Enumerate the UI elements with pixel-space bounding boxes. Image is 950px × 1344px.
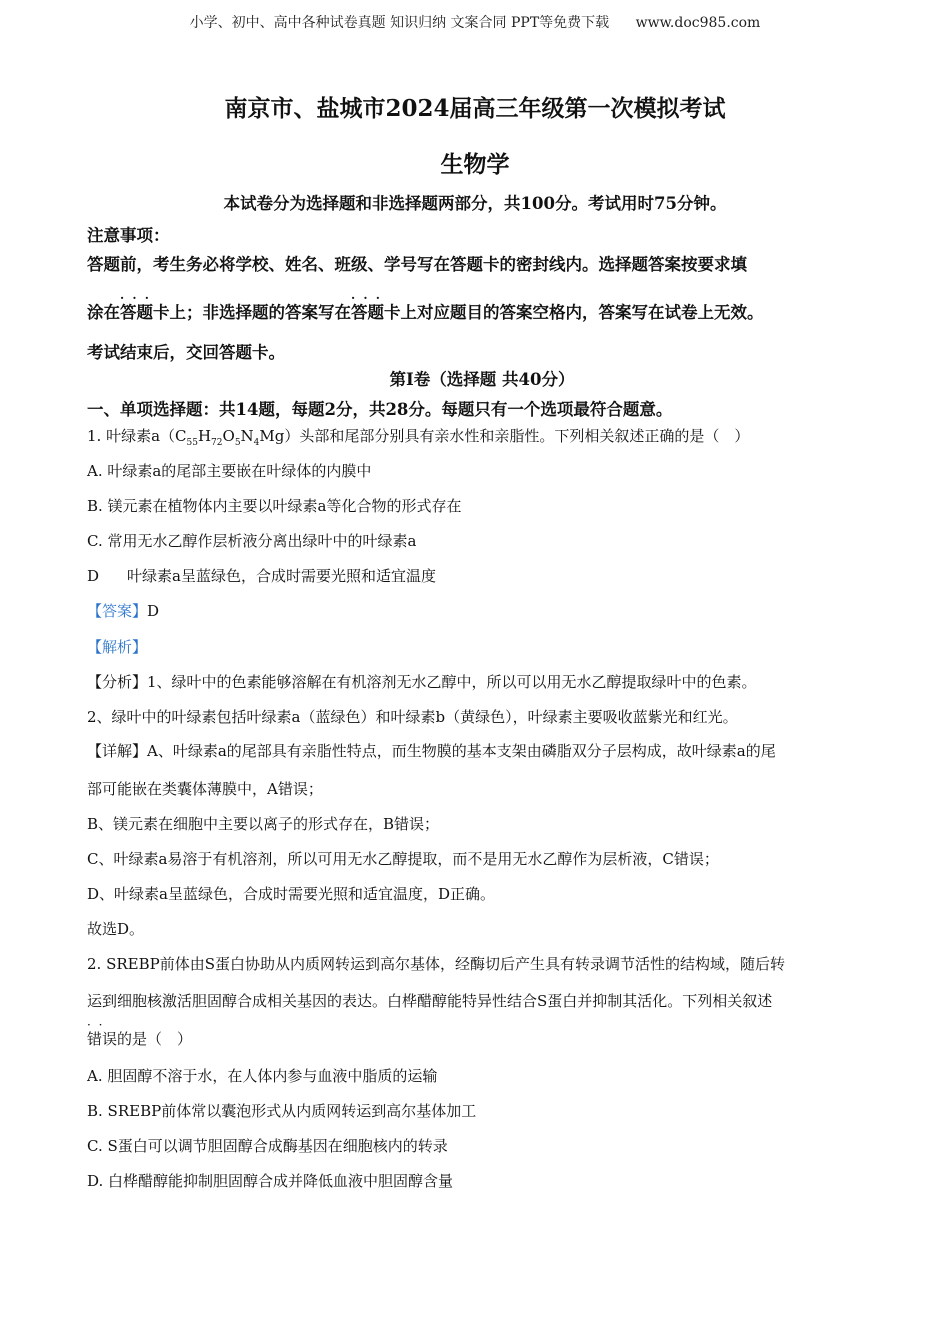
emphasis-wrong: [87, 1018, 118, 1048]
emphasis-dots: · · ·: [351, 291, 382, 305]
emphasis-text: 错误: [87, 1030, 118, 1048]
q1-option-c: C. 常用无水乙醇作层析液分离出绿叶中的叶绿素a: [87, 532, 417, 550]
subscript: 72: [211, 438, 223, 448]
subscript: 4: [253, 438, 260, 448]
q2-stem-1: 2. SREBP前体由S蛋白协助从内质网转运到高尔基体，经酶切后产生具有转录调节活性的结构域，随后转: [87, 955, 785, 973]
notes-heading: 注意事项：: [87, 226, 170, 245]
element-symbol: H: [197, 427, 212, 445]
element-symbol: O: [222, 427, 235, 445]
option-letter: D: [87, 567, 100, 585]
emphasis-text: 答题卡: [120, 303, 170, 322]
header-site-link[interactable]: www.doc985.com: [635, 15, 761, 31]
notes-line-2-part-e: 上对应题目的答案空格内，答案写在试卷上无效。: [400, 303, 764, 322]
q2-stem-3: [87, 1018, 193, 1049]
q1-conclusion: 故选D。: [87, 920, 145, 938]
exam-intro: 本试卷分为选择题和非选择题两部分，共100分。考试用时75分钟。: [223, 194, 727, 213]
notes-line-2-part-a: 涂在: [87, 303, 120, 322]
emphasis-answer-card-1: [120, 291, 170, 322]
q1-fenxi-2: 2、绿叶中的叶绿素包括叶绿素a（蓝绿色）和叶绿素b（黄绿色），叶绿素主要吸收蓝紫光和红光。: [87, 708, 738, 726]
q2-stem-3-rest: 的是（ ）: [117, 1030, 193, 1048]
q1-detail-4: C、叶绿素a易溶于有机溶剂，所以可用无水乙醇提取，而不是用无水乙醇作为层析液，C错误；: [87, 850, 719, 868]
q1-answer: [87, 600, 159, 621]
emphasis-dots: · ·: [87, 1018, 105, 1032]
subscript: 55: [186, 438, 198, 448]
site-header-banner: [0, 12, 950, 32]
option-text: 叶绿素a呈蓝绿色，合成时需要光照和适宜温度: [127, 567, 436, 585]
notes-line-1: 答题前，考生务必将学校、姓名、班级、学号写在答题卡的密封线内。选择题答案按要求填: [87, 255, 747, 274]
q1-stem-end: Mg）头部和尾部分别具有亲水性和亲脂性。下列相关叙述正确的是（ ）: [259, 427, 750, 445]
subscript: 5: [234, 438, 241, 448]
q1-detail-1: 【详解】A、叶绿素a的尾部具有亲脂性特点，而生物膜的基本支架由磷脂双分子层构成，故叶绿素a的尾: [87, 742, 776, 760]
q1-stem: [87, 425, 749, 448]
section-heading: 一、单项选择题：共14题，每题2分，共28分。每题只有一个选项最符合题意。: [87, 400, 673, 419]
emphasis-answer-card-2: [351, 291, 401, 322]
answer-label: 【答案】: [87, 602, 148, 620]
emphasis-dots: · · ·: [120, 291, 151, 305]
q1-option-b: B. 镁元素在植物体内主要以叶绿素a等化合物的形式存在: [87, 497, 462, 515]
part-title: 第I卷（选择题 共40分）: [389, 370, 575, 389]
q2-option-d: D. 白桦醋醇能抑制胆固醇合成并降低血液中胆固醇含量: [87, 1172, 454, 1190]
q1-option-d: [87, 565, 436, 586]
q1-stem-start: 1. 叶绿素a（C: [87, 427, 187, 445]
header-banner-text: 小学、初中、高中各种试卷真题 知识归纳 文案合同 PPT等免费下载: [189, 15, 610, 31]
notes-line-2: [87, 291, 764, 323]
notes-line-3: 考试结束后，交回答题卡。: [87, 343, 285, 362]
q2-stem-2: 运到细胞核激活胆固醇合成相关基因的表达。白桦醋醇能特异性结合S蛋白并抑制其活化。下列相关叙述: [87, 992, 773, 1010]
element-symbol: N: [240, 427, 254, 445]
q1-detail-3: B、镁元素在细胞中主要以离子的形式存在，B错误；: [87, 815, 440, 833]
emphasis-text: 答题卡: [351, 303, 401, 322]
exam-subject: 生物学: [440, 151, 510, 178]
exam-title: 南京市、盐城市2024届高三年级第一次模拟考试: [224, 95, 726, 122]
q1-fenxi-1: 【分析】1、绿叶中的色素能够溶解在有机溶剂无水乙醇中，所以可以用无水乙醇提取绿叶中的色素。: [87, 673, 757, 691]
q2-option-b: B. SREBP前体常以囊泡形式从内质网转运到高尔基体加工: [87, 1102, 477, 1120]
q1-analysis-label: 【解析】: [87, 638, 148, 656]
q1-detail-5: D、叶绿素a呈蓝绿色，合成时需要光照和适宜温度，D正确。: [87, 885, 495, 903]
q2-option-a: A. 胆固醇不溶于水，在人体内参与血液中脂质的运输: [87, 1067, 438, 1085]
q1-detail-2: 部可能嵌在类囊体薄膜中，A错误；: [87, 780, 323, 798]
answer-value: D: [147, 602, 160, 620]
q2-option-c: C. S蛋白可以调节胆固醇合成酶基因在细胞核内的转录: [87, 1137, 448, 1155]
q1-option-a: A. 叶绿素a的尾部主要嵌在叶绿体的内膜中: [87, 462, 372, 480]
notes-line-2-part-c: 上；非选择题的答案写在: [169, 303, 351, 322]
